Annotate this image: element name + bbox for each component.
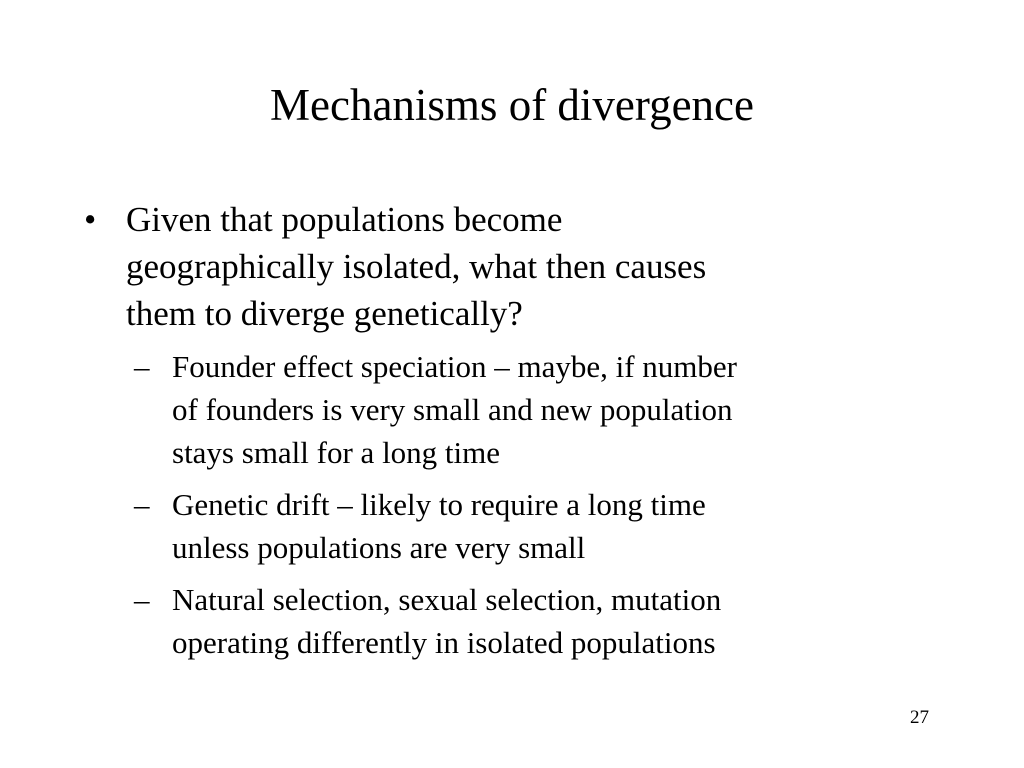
- main-bullet-line: them to diverge genetically?: [126, 294, 523, 333]
- main-bullet-text: [126, 196, 920, 337]
- sub-bullet-text: [172, 483, 920, 569]
- dash-marker: –: [134, 349, 150, 384]
- sub-bullet-line: of founders is very small and new population: [172, 392, 733, 427]
- sub-bullet-line: operating differently in isolated populations: [172, 625, 716, 660]
- sub-bullet-founder-effect: [134, 345, 920, 474]
- page-number: 27: [910, 707, 929, 728]
- bullet-marker: •: [84, 200, 97, 239]
- dash-marker: –: [134, 487, 150, 522]
- main-bullet-line: Given that populations become: [126, 200, 563, 239]
- sub-bullet-line: Genetic drift – likely to require a long time: [172, 487, 706, 522]
- sub-bullet-line: Natural selection, sexual selection, mutation: [172, 582, 722, 617]
- sub-bullet-line: unless populations are very small: [172, 530, 586, 565]
- sub-bullet-natural-selection: [134, 578, 920, 664]
- main-bullet-line: geographically isolated, what then causes: [126, 247, 707, 286]
- slide-title: Mechanisms of divergence: [269, 80, 754, 130]
- sub-bullet-text: [172, 578, 920, 664]
- main-bullet: [80, 196, 920, 337]
- sub-bullet-text: [172, 345, 920, 474]
- sub-bullet-line: stays small for a long time: [172, 435, 501, 470]
- sub-bullet-list: [134, 345, 920, 664]
- sub-bullet-genetic-drift: [134, 483, 920, 569]
- dash-marker: –: [134, 582, 150, 617]
- sub-bullet-line: Founder effect speciation – maybe, if number: [172, 349, 737, 384]
- bullet-list: [80, 196, 920, 673]
